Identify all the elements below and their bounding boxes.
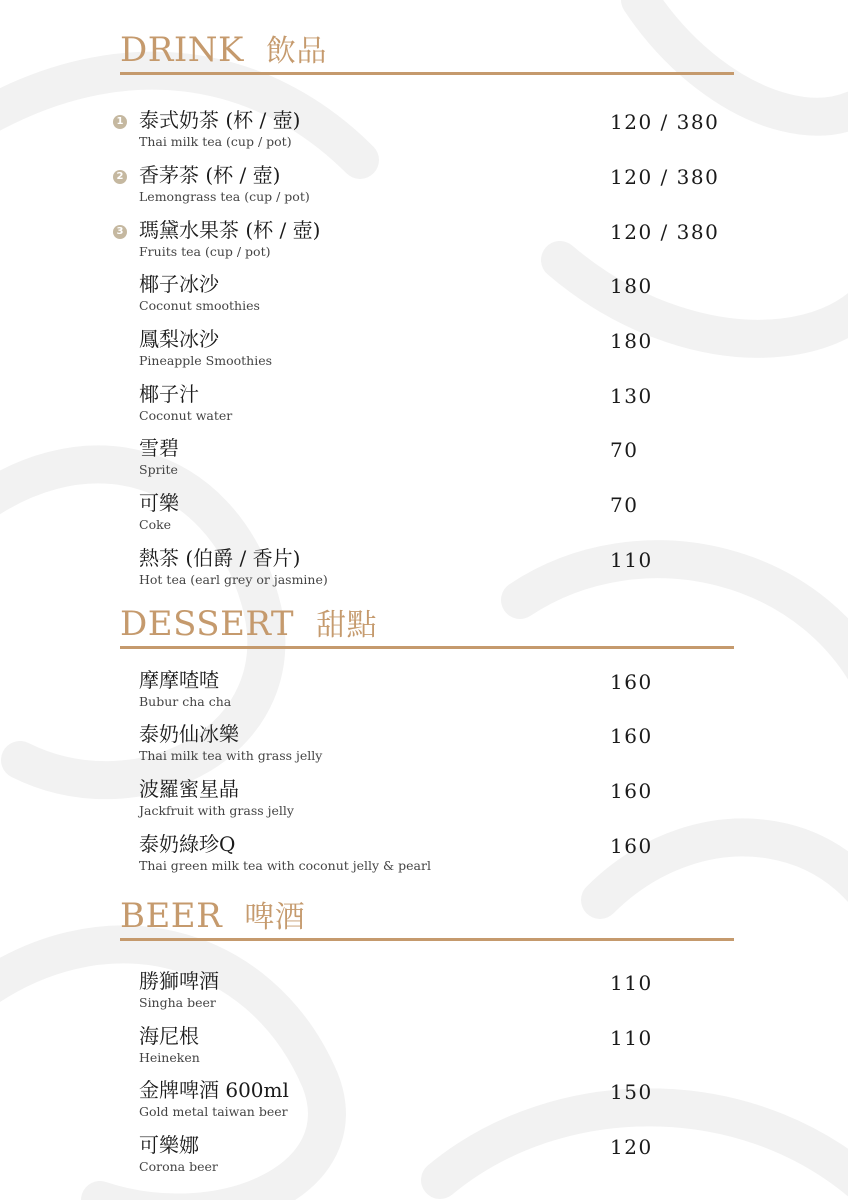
item-name-zh: 金牌啤酒 600ml — [139, 1078, 289, 1102]
menu-item — [120, 777, 734, 827]
menu-item — [120, 382, 734, 432]
item-name-zh: 可樂娜 — [139, 1133, 199, 1157]
item-price: 130 — [610, 384, 653, 408]
section-title-en: BEER — [120, 896, 223, 936]
section-header — [120, 28, 734, 72]
item-name-zh: 香茅茶 (杯 / 壺) — [139, 163, 281, 187]
section-divider — [120, 72, 734, 75]
item-name-zh: 熱茶 (伯爵 / 香片) — [139, 546, 301, 570]
menu-item — [120, 436, 734, 486]
item-name-en: Thai green milk tea with coconut jelly & pearl — [139, 858, 431, 873]
section-header — [120, 894, 734, 938]
item-name-en: Thai milk tea with grass jelly — [139, 748, 323, 763]
section-divider — [120, 938, 734, 941]
item-name-zh: 海尼根 — [139, 1024, 199, 1048]
item-name-en: Coconut water — [139, 408, 233, 423]
section-dessert — [120, 602, 734, 873]
item-name-en: Coke — [139, 517, 172, 532]
item-name-en: Singha beer — [139, 995, 216, 1010]
menu-item — [120, 969, 734, 1019]
item-name-zh: 摩摩喳喳 — [139, 668, 219, 692]
item-name-zh: 可樂 — [139, 491, 179, 515]
item-name-zh: 椰子冰沙 — [139, 272, 219, 296]
item-name-en: Gold metal taiwan beer — [139, 1104, 288, 1119]
item-price: 110 — [610, 548, 653, 572]
item-number-marker: 3 — [113, 225, 127, 239]
item-number-marker: 1 — [113, 115, 127, 129]
item-name-en: Sprite — [139, 462, 178, 477]
item-price: 70 — [610, 438, 639, 462]
item-price: 120 / 380 — [610, 220, 720, 244]
menu-item — [120, 272, 734, 322]
menu-item — [120, 1024, 734, 1074]
item-price: 110 — [610, 971, 653, 995]
item-name-zh: 泰奶仙冰樂 — [139, 722, 239, 746]
menu-item — [116, 108, 734, 158]
item-price: 120 / 380 — [610, 110, 720, 134]
item-name-en: Lemongrass tea (cup / pot) — [139, 189, 310, 204]
menu-item — [120, 668, 734, 718]
item-price: 180 — [610, 329, 653, 353]
item-price: 160 — [610, 670, 653, 694]
item-price: 150 — [610, 1080, 653, 1104]
item-name-en: Thai milk tea (cup / pot) — [139, 134, 292, 149]
item-name-en: Pineapple Smoothies — [139, 353, 273, 368]
menu-item — [120, 722, 734, 772]
section-drink — [116, 28, 734, 587]
item-name-zh: 雪碧 — [139, 436, 179, 460]
item-name-en: Fruits tea (cup / pot) — [139, 244, 271, 259]
item-price: 160 — [610, 724, 653, 748]
item-name-en: Heineken — [139, 1050, 200, 1065]
section-title — [120, 602, 377, 648]
section-divider — [120, 646, 734, 649]
menu-item — [120, 1078, 734, 1128]
section-title-zh: 甜點 — [316, 608, 378, 643]
item-name-en: Jackfruit with grass jelly — [139, 803, 294, 818]
section-title-zh: 啤酒 — [244, 900, 306, 935]
item-price: 180 — [610, 274, 653, 298]
item-name-en: Bubur cha cha — [139, 694, 232, 709]
item-name-zh: 鳳梨冰沙 — [139, 327, 219, 351]
section-title-en: DRINK — [120, 30, 244, 70]
item-price: 160 — [610, 779, 653, 803]
item-name-zh: 椰子汁 — [139, 382, 199, 406]
menu-item — [116, 163, 734, 213]
item-name-zh: 泰式奶茶 (杯 / 壺) — [139, 108, 301, 132]
menu-item — [120, 546, 734, 596]
item-name-zh: 波羅蜜星晶 — [139, 777, 239, 801]
menu-item — [120, 327, 734, 377]
item-name-en: Hot tea (earl grey or jasmine) — [139, 572, 328, 587]
section-header — [120, 602, 734, 646]
section-title-en: DESSERT — [120, 604, 295, 644]
item-name-zh: 泰奶綠珍Q — [139, 832, 236, 856]
item-price: 120 / 380 — [610, 165, 720, 189]
item-name-en: Coconut smoothies — [139, 298, 260, 313]
item-price: 70 — [610, 493, 639, 517]
menu-item — [120, 832, 734, 882]
section-title — [120, 28, 327, 74]
item-price: 110 — [610, 1026, 653, 1050]
section-beer — [120, 894, 734, 1174]
item-name-zh: 瑪黛水果茶 (杯 / 壺) — [139, 218, 321, 242]
section-title-zh: 飲品 — [265, 34, 327, 69]
item-price: 160 — [610, 834, 653, 858]
menu-item — [116, 218, 734, 268]
item-number-marker: 2 — [113, 170, 127, 184]
section-title — [120, 894, 305, 940]
item-name-en: Corona beer — [139, 1159, 218, 1174]
item-name-zh: 勝獅啤酒 — [139, 969, 219, 993]
menu-item — [120, 1133, 734, 1183]
item-price: 120 — [610, 1135, 653, 1159]
menu-item — [120, 491, 734, 541]
